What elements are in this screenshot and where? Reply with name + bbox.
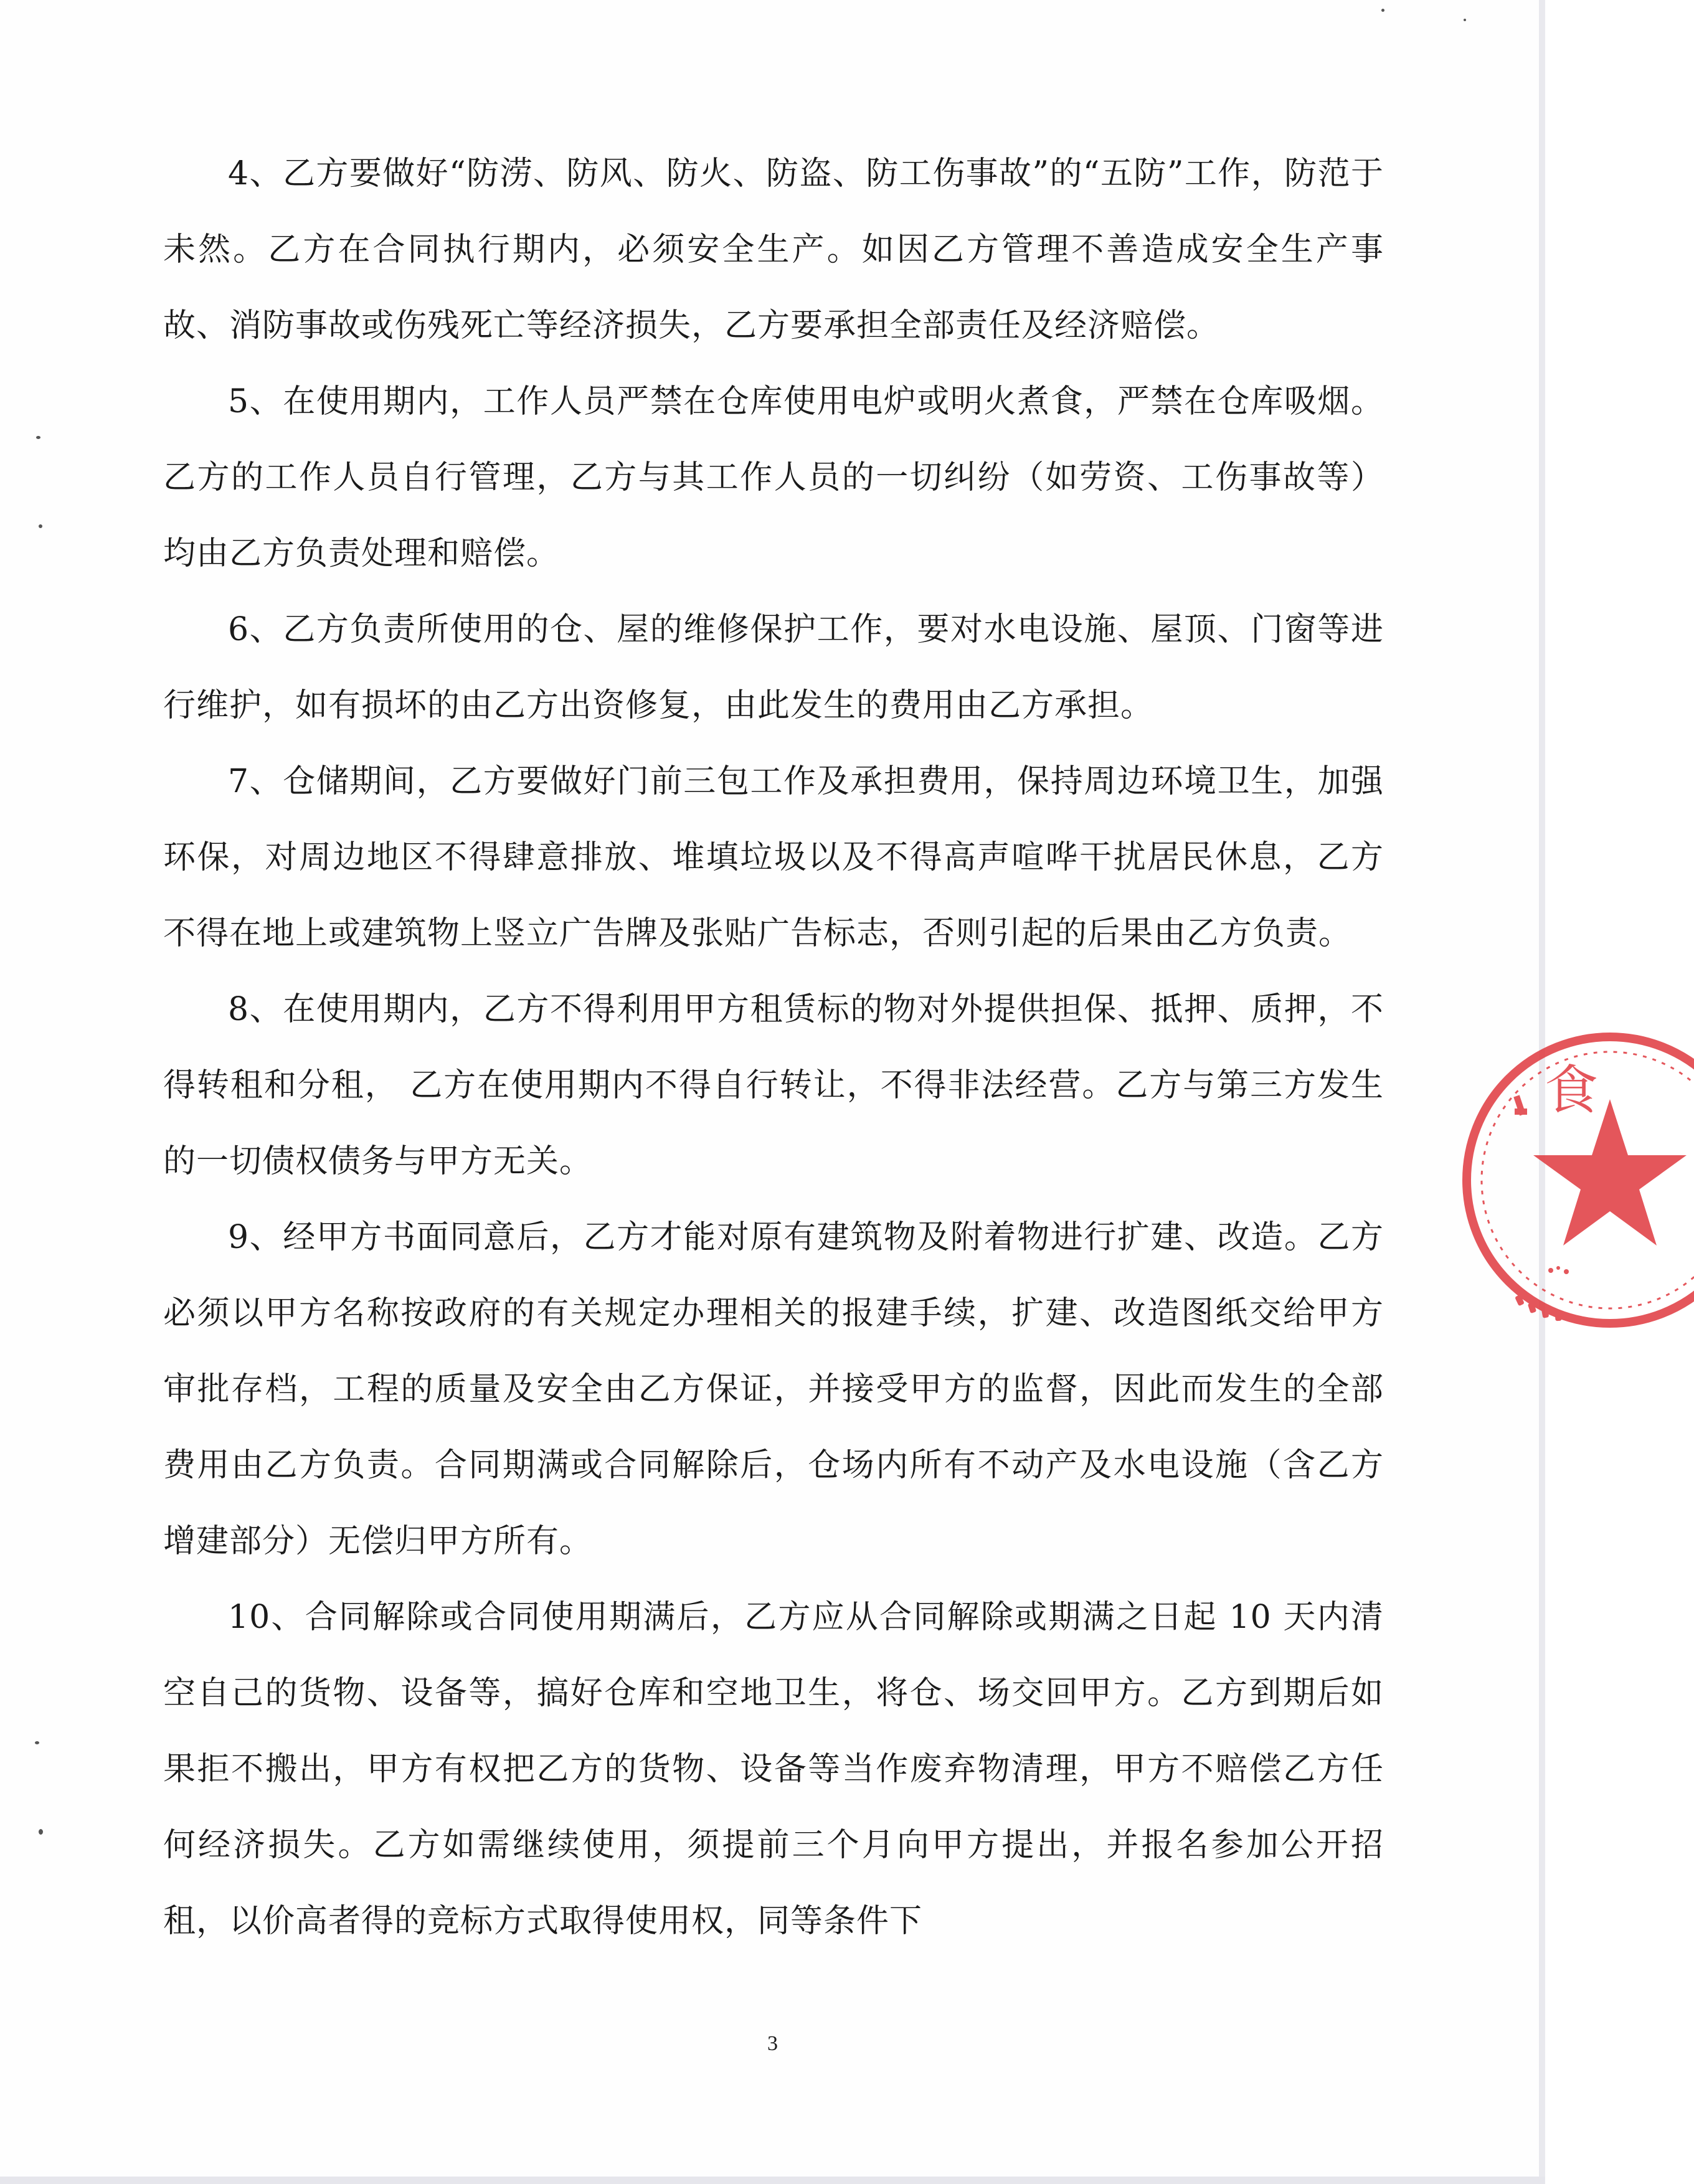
clause-10: 10、合同解除或合同使用期满后，乙方应从合同解除或期满之日起 10 天内清空自己的货物、设备等，搞好仓库和空地卫生，将仓、场交回甲方。乙方到期后如果拒不搬出，甲方有权把乙方的货物、设备等当作废弃物清理，甲方不赔偿乙方任何经济损失。乙方如需继续使用，须提前三个月向甲方提出，并报名参加公开招租，以价高者得的竞标方式取得使用权，同等条件下 [163,1599,1384,1940]
scan-speck [39,524,42,528]
page-number: 3 [767,2032,778,2055]
clause-7: 7、仓储期间，乙方要做好门前三包工作及承担费用，保持周边环境卫生，加强环保，对周边地区不得肆意排放、堆填垃圾以及不得高声喧哗干扰居民休息，乙方不得在地上或建筑物上竖立广告牌及张贴广告标志，否则引起的后果由乙方负责。 [163,763,1384,952]
scan-speck [36,436,40,439]
scan-edge-bottom [0,2177,1545,2184]
clause-9: 9、经甲方书面同意后，乙方才能对原有建筑物及附着物进行扩建、改造。乙方必须以甲方名称按政府的有关规定办理相关的报建手续，扩建、改造图纸交给甲方审批存档，工程的质量及安全由乙方保证，并接受甲方的监督，因此而发生的全部费用由乙方负责。合同期满或合同解除后，仓场内所有不动产及水电设施（含乙方增建部分）无偿归甲方所有。 [163,1219,1384,1560]
scan-speck [1381,9,1384,12]
contract-body [163,136,1384,1959]
clause-4: 4、乙方要做好“防涝、防风、防火、防盗、防工伤事故”的“五防”工作，防范于未然。乙方在合同执行期内，必须安全生产。如因乙方管理不善造成安全生产事故、消防事故或伤残死亡等经济损失，乙方要承担全部责任及经济赔偿。 [163,155,1384,344]
company-seal-stamp [1457,1021,1694,1345]
scan-speck [35,1741,39,1744]
seal-character: 食 [1545,1059,1598,1122]
clause-8: 8、在使用期内，乙方不得利用甲方租赁标的物对外提供担保、抵押、质押，不得转租和分租， 乙方在使用期内不得自行转让，不得非法经营。乙方与第三方发生的一切债权债务与甲方无关。 [163,991,1384,1180]
clause-6: 6、乙方负责所使用的仓、屋的维修保护工作，要对水电设施、屋顶、门窗等进行维护，如有损坏的由乙方出资修复，由此发生的费用由乙方承担。 [163,611,1384,724]
scan-speck [1464,19,1466,21]
clause-5: 5、在使用期内，工作人员严禁在仓库使用电炉或明火煮食，严禁在仓库吸烟。乙方的工作人员自行管理，乙方与其工作人员的一切纠纷（如劳资、工伤事故等）均由乙方负责处理和赔偿。 [163,383,1384,572]
seal-small-dots [1548,1266,1569,1274]
scan-speck [39,1829,43,1835]
seal-partial-character [1515,1096,1527,1115]
